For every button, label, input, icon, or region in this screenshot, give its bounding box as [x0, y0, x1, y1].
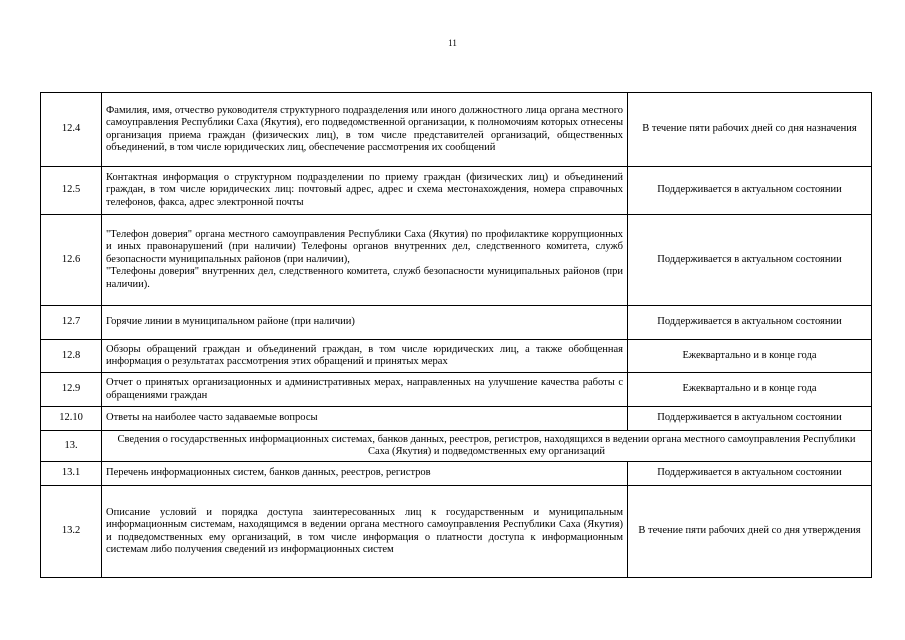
row-description: Перечень информационных систем, банков данных, реестров, регистров: [102, 462, 628, 486]
row-number: 12.9: [41, 373, 102, 407]
row-number: 13.2: [41, 486, 102, 578]
row-number: 12.4: [41, 93, 102, 167]
row-description-line: "Телефоны доверия" внутренних дел, следственного комитета, служб безопасности муниципальных районов (при наличии).: [106, 266, 623, 290]
row-number: 13.: [41, 431, 102, 462]
row-number: 12.10: [41, 407, 102, 431]
table-row: [41, 486, 872, 578]
row-description: Горячие линии в муниципальном районе (при наличии): [102, 306, 628, 340]
table-row: [41, 167, 872, 215]
row-term: Поддерживается в актуальном состоянии: [628, 407, 872, 431]
section-row: [41, 431, 872, 462]
row-description: Описание условий и порядка доступа заинтересованных лиц к государственным и муниципальным информационным системам, находящимся в ведении органа местного самоуправления Республики Саха (Якутия) и подведомственных ему организаций, в том числе информация о платности доступа к информационным системам либо получения сведений из информационных систем: [102, 486, 628, 578]
row-description: Контактная информация о структурном подразделении по приему граждан (физических лиц) и объединений граждан, в том числе юридических лиц: почтовый адрес, адрес и схема местонахождения, номера справочных телефонов, факса, адрес электронной почты: [102, 167, 628, 215]
page-number: 11: [448, 38, 457, 48]
table-row: [41, 93, 872, 167]
row-term: Ежеквартально и в конце года: [628, 373, 872, 407]
table-row: [41, 407, 872, 431]
row-number: 12.6: [41, 215, 102, 306]
row-term: В течение пяти рабочих дней со дня назначения: [628, 93, 872, 167]
info-table: [40, 92, 872, 578]
row-term: Поддерживается в актуальном состоянии: [628, 306, 872, 340]
row-description: Фамилия, имя, отчество руководителя структурного подразделения или иного должностного лица органа местного самоуправления Республики Саха (Якутия), его подведомственной организации, к полномочиям которых отнесены организация приема граждан (физических лиц), в том числе представителей организаций, общественных объединений, в том числе юридических лиц, обеспечение рассмотрения их сообщений: [102, 93, 628, 167]
row-number: 12.7: [41, 306, 102, 340]
row-term: Поддерживается в актуальном состоянии: [628, 167, 872, 215]
row-description: Отчет о принятых организационных и административных мерах, направленных на улучшение качества работы с обращениями граждан: [102, 373, 628, 407]
row-term: Поддерживается в актуальном состоянии: [628, 215, 872, 306]
table-row: [41, 462, 872, 486]
row-number: 12.8: [41, 340, 102, 373]
row-description: [102, 215, 628, 306]
table-row: [41, 215, 872, 306]
table-row: [41, 373, 872, 407]
row-number: 12.5: [41, 167, 102, 215]
table-row: [41, 340, 872, 373]
table-row: [41, 306, 872, 340]
row-term: В течение пяти рабочих дней со дня утверждения: [628, 486, 872, 578]
row-description: Обзоры обращений граждан и объединений граждан, в том числе юридических лиц, а также обобщенная информация о результатах рассмотрения этих обращений и принятых мерах: [102, 340, 628, 373]
section-heading: Сведения о государственных информационных системах, банков данных, реестров, регистров, находящихся в ведении органа местного самоуправления Республики Саха (Якутия) и подведомственных ему организаций: [102, 431, 872, 462]
row-term: Ежеквартально и в конце года: [628, 340, 872, 373]
row-description: Ответы на наиболее часто задаваемые вопросы: [102, 407, 628, 431]
row-number: 13.1: [41, 462, 102, 486]
row-description-line: "Телефон доверия" органа местного самоуправления Республики Саха (Якутия) по профилактике коррупционных и иных правонарушений (при наличии) Телефоны органов внутренних дел, следственного комитета, служб безопасности муниципальных районов (при наличии),: [106, 228, 623, 265]
row-term: Поддерживается в актуальном состоянии: [628, 462, 872, 486]
